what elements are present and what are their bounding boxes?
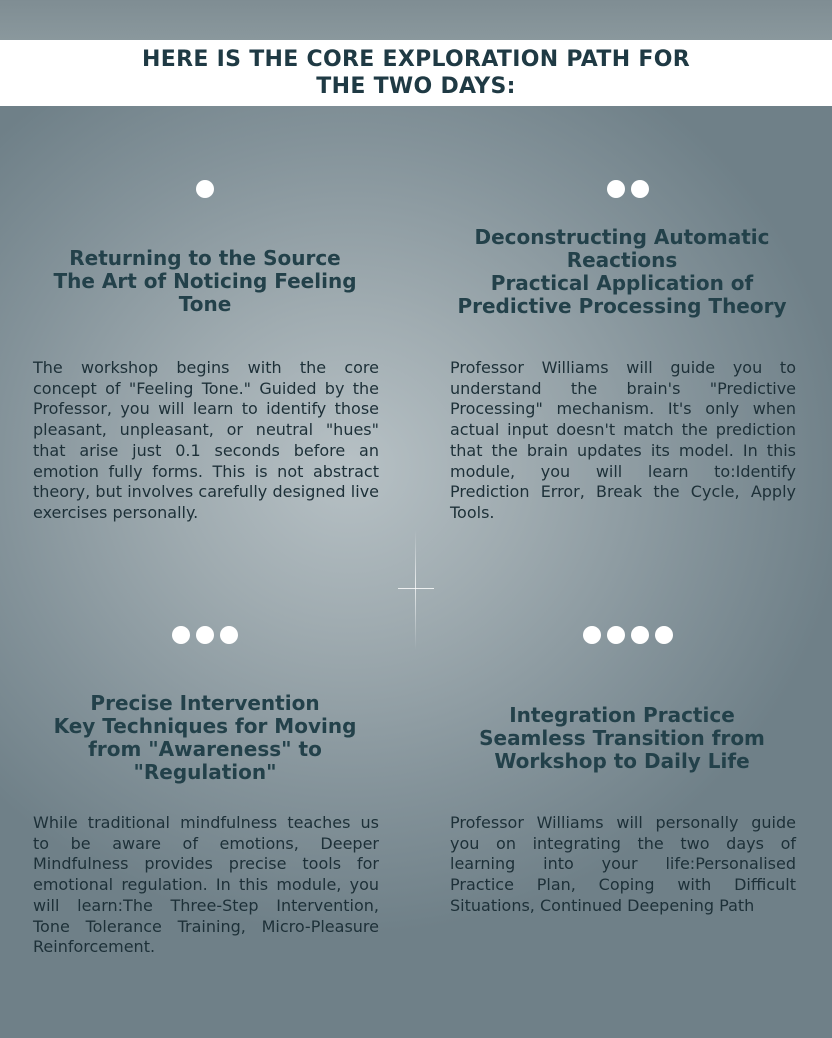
module-2-title-line-4: Predictive Processing Theory — [457, 294, 787, 318]
module-2-title-line-1: Deconstructing Automatic — [474, 225, 770, 249]
module-2-description: Professor Williams will guide you to understand the brain's "Predictive Processing" mechanism. It's only when actual input doesn't match the prediction that the brain updates its model. In this module, you will learn to:Identify Prediction Error, Break the Cycle, Apply Tools. — [450, 358, 796, 522]
module-3-description: While traditional mindfulness teaches us to be aware of emotions, Deeper Mindfulness provides precise tools for emotional regulation. In this module, you will learn:The Three-Step Intervention, Tone Tolerance Training, Micro-Pleasure Reinforcement. — [33, 813, 379, 957]
module-4-title-line-2: Seamless Transition from — [479, 726, 765, 750]
module-4-description: Professor Williams will personally guide you on integrating the two days of learning into your life:Personalised Practice Plan, Coping with Difficult Situations, Continued Deepening Path — [450, 813, 796, 915]
module-2-title — [442, 226, 802, 318]
module-1-title-line-1: Returning to the Source — [69, 246, 341, 270]
step-dot-icon — [655, 626, 673, 644]
step-dot-icon — [631, 180, 649, 198]
step-dot-icon — [631, 626, 649, 644]
step-dot-icon — [607, 626, 625, 644]
step-indicator-4 — [583, 626, 673, 644]
module-1-description: The workshop begins with the core concept of "Feeling Tone." Guided by the Professor, you will learn to identify those pleasant, unpleasant, or neutral "hues" that arise just 0.1 seconds before an emotion fully forms. This is not abstract theory, but involves carefully designed live exercises personally. — [33, 358, 379, 522]
step-indicator-3 — [172, 626, 238, 644]
step-indicator-2 — [607, 180, 649, 198]
header-bar — [0, 40, 832, 106]
step-indicator-1 — [196, 180, 214, 198]
decorative-cross-horizontal — [398, 588, 434, 589]
module-1-title — [25, 247, 385, 316]
module-4-title — [442, 704, 802, 773]
top-strip — [0, 0, 832, 40]
module-4-title-line-3: Workshop to Daily Life — [494, 749, 750, 773]
page-title: HERE IS THE CORE EXPLORATION PATH FOR THE TWO DAYS: — [142, 47, 690, 99]
module-3-title-line-4: "Regulation" — [133, 760, 277, 784]
module-2-title-line-2: Reactions — [566, 248, 678, 272]
module-3-title-line-3: from "Awareness" to — [88, 737, 322, 761]
module-1-title-line-2: The Art of Noticing Feeling — [53, 269, 357, 293]
step-dot-icon — [583, 626, 601, 644]
module-3-title-line-1: Precise Intervention — [90, 691, 320, 715]
step-dot-icon — [196, 626, 214, 644]
module-1-title-line-3: Tone — [178, 292, 232, 316]
module-2-title-line-3: Practical Application of — [490, 271, 754, 295]
decorative-cross-vertical — [415, 530, 416, 650]
module-4-title-line-1: Integration Practice — [509, 703, 735, 727]
step-dot-icon — [220, 626, 238, 644]
step-dot-icon — [172, 626, 190, 644]
step-dot-icon — [607, 180, 625, 198]
step-dot-icon — [196, 180, 214, 198]
module-3-title-line-2: Key Techniques for Moving — [53, 714, 357, 738]
module-3-title — [25, 692, 385, 784]
